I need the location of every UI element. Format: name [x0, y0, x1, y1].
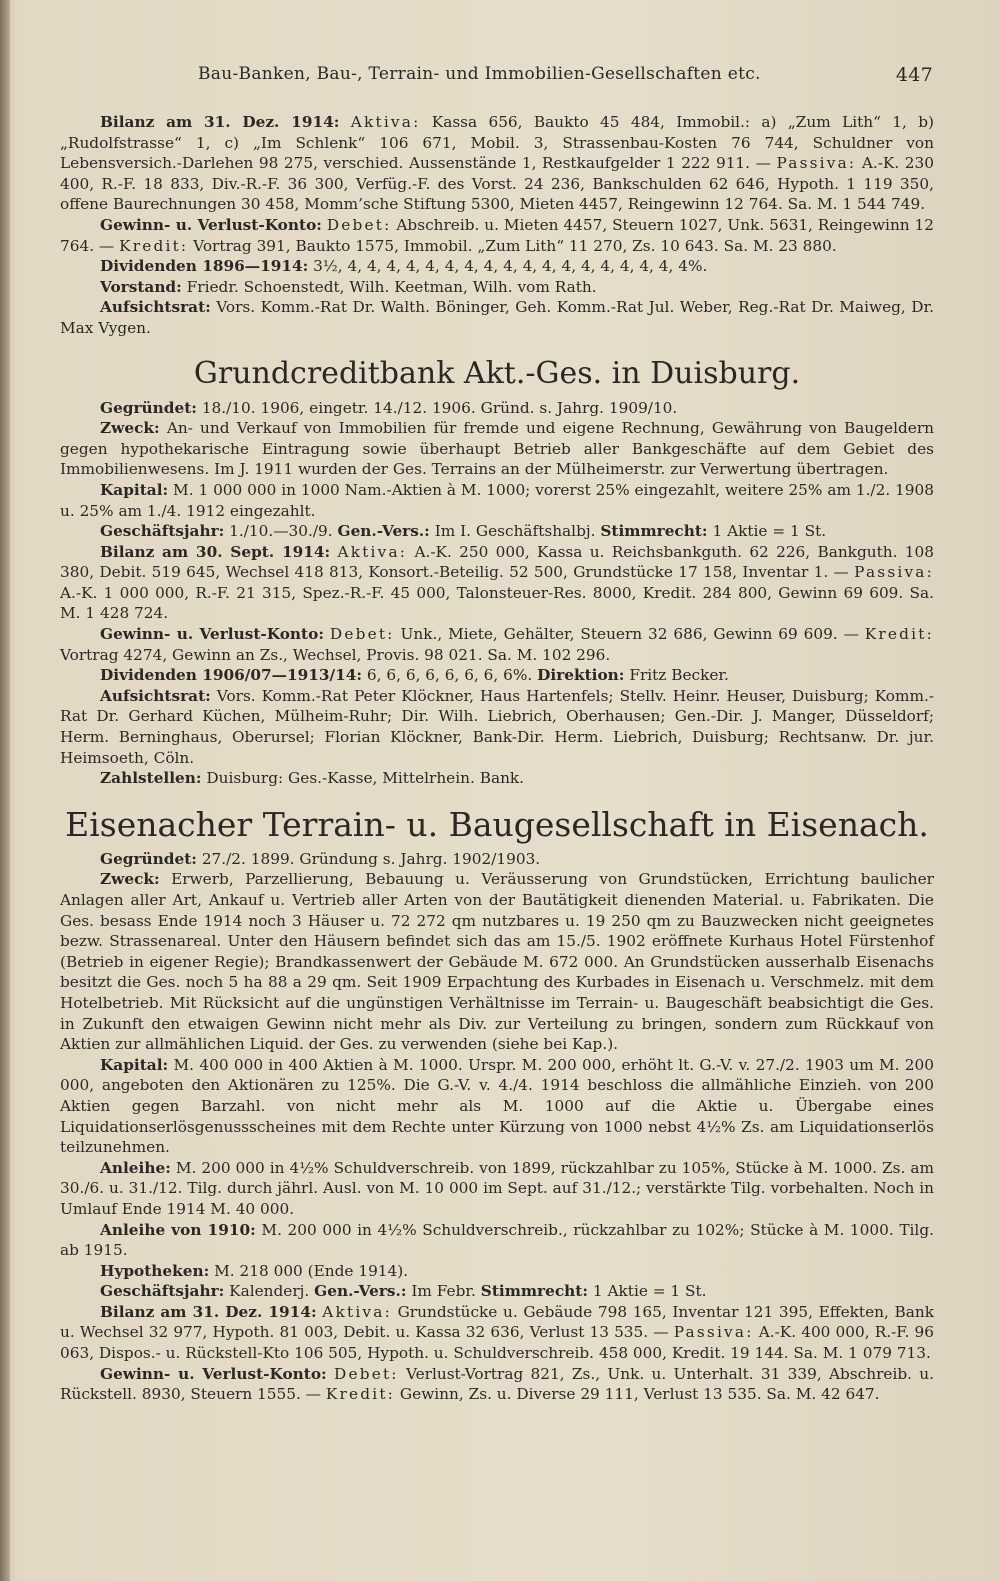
s2-kapital: Kapital: M. 1 000 000 in 1000 Nam.-Aktien à M. 1000; vorerst 25% eingezahlt, weitere 25% am 1./2. 1908 u. 25% am 1./4. 1912 eingezahlt.	[60, 480, 934, 520]
s2-gegruendet: Gegründet: 18./10. 1906, eingetr. 14./12. 1906. Gründ. s. Jahrg. 1909/10.	[100, 398, 678, 417]
s2-zahlstellen: Zahlstellen: Duisburg: Ges.-Kasse, Mittelrhein. Bank.	[100, 769, 525, 788]
s3-zweck: Zweck: Erwerb, Parzellierung, Bebauung u. Veräusserung von Grundstücken, Errichtung baulicher Anlagen aller Art, Ankauf u. Vertrieb aller Arten von der Bautätigkeit dienenden Material. u. Fabrikaten. Die Ges. besass Ende 1914 noch 3 Häuser u. 72 272 qm nutzbares u. 19 250 qm zu Bauzwecken nicht geeignetes bezw. Strassenareal. Unter den Häusern befindet sich das am 15./5. 1902 eröffnete Kurhaus Hotel Fürstenhof (Betrieb in eigener Regie); Brandkassenwert der Gebäude M. 672 000. An Grundstücken ausserhalb Eisenachs besitzt die Ges. noch 5 ha 88 a 29 qm. Seit 1909 Erpachtung des Kurbades in Eisenach u. Verschmelz. mit dem Hotelbetrieb. Mit Rücksicht auf die ungünstigen Verhältnisse im Terrain- u. Baugeschäft beabsichtigt die Ges. in Zukunft den etwaigen Gewinn nicht mehr als Div. zur Verteilung zu bringen, sondern zum Rückkauf von Aktien zur allmählichen Liquid. der Ges. zu verwenden (siehe bei Kap.).	[60, 870, 934, 1054]
s2-guv: Gewinn- u. Verlust-Konto: Debet: Unk., Miete, Gehälter, Steuern 32 686, Gewinn 69 609. — Kredit: Vortrag 4274, Gewinn an Zs., Wechsel, Provis. 98 021. Sa. M. 102 296.	[60, 625, 934, 664]
s3-kapital: Kapital: M. 400 000 in 400 Aktien à M. 1000. Urspr. M. 200 000, erhöht lt. G.-V. v. 27./2. 1903 um M. 200 000, angeboten den Aktionären zu 125%. Die G.-V. v. 4./4. 1914 beschloss die allmähliche Einzieh. von 200 Aktien gegen Barzahl. von nicht mehr als M. 1000 auf die Aktie u. Übergabe eines Liquidationserlösgenussscheines mit dem Rechte unter Kürzung von 1000 nebst 4½% Zs. am Liquidationserlös teilzunehmen.	[60, 1055, 935, 1157]
s2-bilanz: Bilanz am 30. Sept. 1914: Aktiva: A.-K. 250 000, Kassa u. Reichsbankguth. 62 226, Bankguth. 108 380, Debit. 519 645, Wechsel 418 813, Konsort.-Beteilig. 52 500, Grundstücke 17 158, Inventar 1. — Passiva: A.-K. 1 000 000, R.-F. 21 315, Spez.-R.-F. 45 000, Talonsteuer-Res. 8000, Kredit. 284 800, Gewinn 69 609. Sa. M. 1 428 724.	[60, 542, 934, 623]
page-content	[60, 112, 934, 1405]
s3-geschaeftsjahr: Geschäftsjahr: Kalenderj. Gen.-Vers.: Im Febr. Stimmrecht: 1 Aktie = 1 St.	[100, 1282, 707, 1301]
s2-zweck: Zweck: An- und Verkauf von Immobilien für fremde und eigene Rechnung, Gewährung von Baugeldern gegen hypothekarische Eintragung sowie überhaupt Betrieb aller Bankgeschäfte auf dem Gebiet des Immobilienwesens. Im J. 1911 wurden der Ges. Terrains an der Mülheimerstr. zur Verwertung übertragen.	[60, 419, 934, 479]
s1-bilanz: Bilanz am 31. Dez. 1914: Aktiva: Kassa 656, Baukto 45 484, Immobil.: a) „Zum Lith“ 1, b) „Rudolfstrasse“ 1, c) „Im Schlenk“ 106 671, Mobil. 3, Strassenbau-Kosten 76 744, Schuldner von Lebensversich.-Darlehen 98 275, verschied. Aussenstände 1, Restkaufgelder 1 222 911. — Passiva: A.-K. 230 400, R.-F. 18 833, Div.-R.-F. 36 300, Verfüg.-F. des Vorst. 24 236, Bankschulden 62 646, Hypoth. 1 119 350, offene Baurechnungen 30 458, Momm’sche Stiftung 5300, Mieten 4457, Reingewinn 12 764. Sa. M. 1 544 749.	[60, 113, 934, 214]
s2-company-title: Grundcreditbank Akt.-Ges. in Duisburg.	[193, 355, 801, 391]
s3-anleihe: Anleihe: M. 200 000 in 4½% Schuldverschreib. von 1899, rückzahlbar zu 105%, Stücke à M. 1000. Zs. am 30./6. u. 31./12. Tilg. durch jährl. Ausl. von M. 10 000 im Sept. auf 31./12.; verstärkte Tilg. vorbehalten. Noch in Umlauf Ende 1914 M. 40 000.	[60, 1158, 934, 1218]
s1-guv: Gewinn- u. Verlust-Konto: Debet: Abschreib. u. Mieten 4457, Steuern 1027, Unk. 5631, Reingewinn 12 764. — Kredit: Vortrag 391, Baukto 1575, Immobil. „Zum Lith“ 11 270, Zs. 10 643. Sa. M. 23 880.	[60, 215, 934, 255]
s1-dividenden: Dividenden 1896—1914: 3½, 4, 4, 4, 4, 4, 4, 4, 4, 4, 4, 4, 4, 4, 4, 4, 4, 4, 4%.	[100, 257, 708, 276]
page-number: 447	[895, 64, 933, 86]
s1-vorstand: Vorstand: Friedr. Schoenstedt, Wilh. Keetman, Wilh. vom Rath.	[100, 277, 597, 296]
s3-gegruendet: Gegründet: 27./2. 1899. Gründung s. Jahrg. 1902/1903.	[100, 849, 541, 868]
s3-bilanz: Bilanz am 31. Dez. 1914: Aktiva: Grundstücke u. Gebäude 798 165, Inventar 121 395, Effekten, Bank u. Wechsel 32 977, Hypoth. 81 003, Debit. u. Kassa 32 636, Verlust 13 535. — Passiva: A.-K. 400 000, R.-F. 96 063, Dispos.- u. Rückstell-Kto 106 505, Hypoth. u. Schuldverschreib. 458 000, Kredit. 19 144. Sa. M. 1 079 713.	[60, 1302, 934, 1363]
s2-aufsichtsrat: Aufsichtsrat: Vors. Komm.-Rat Peter Klöckner, Haus Hartenfels; Stellv. Heinr. Heuser, Duisburg; Komm.-Rat Dr. Gerhard Küchen, Mülheim-Ruhr; Dir. Wilh. Liebrich, Oberhausen; Gen.-Dir. J. Manger, Düsseldorf; Herm. Berninghaus, Oberursel; Florian Klöckner, Bank-Dir. Herm. Liebrich, Duisburg; Rechtsanw. Dr. jur. Heimsoeth, Cöln.	[60, 686, 934, 767]
page-binding-edge	[0, 0, 10, 1581]
header-title: Bau-Banken, Bau-, Terrain- und Immobilien-Gesellschaften etc.	[198, 64, 761, 84]
running-header	[198, 64, 933, 84]
s2-dividenden: Dividenden 1906/07—1913/14: 6, 6, 6, 6, 6, 6, 6, 6%. Direktion: Fritz Becker.	[100, 666, 729, 685]
s1-aufsichtsrat: Aufsichtsrat: Vors. Komm.-Rat Dr. Walth. Böninger, Geh. Komm.-Rat Jul. Weber, Reg.-Rat Dr. Maiweg, Dr. Max Vygen.	[60, 298, 934, 337]
s3-anleihe-1910: Anleihe von 1910: M. 200 000 in 4½% Schuldverschreib., rückzahlbar zu 102%; Stücke à M. 1000. Tilg. ab 1915.	[60, 1220, 934, 1260]
s3-guv: Gewinn- u. Verlust-Konto: Debet: Verlust-Vortrag 821, Zs., Unk. u. Unterhalt. 31 339, Abschreib. u. Rückstell. 8930, Steuern 1555. — Kredit: Gewinn, Zs. u. Diverse 29 111, Verlust 13 535. Sa. M. 42 647.	[60, 1364, 934, 1404]
s2-geschaeftsjahr: Geschäftsjahr: 1./10.—30./9. Gen.-Vers.: Im I. Geschäftshalbj. Stimmrecht: 1 Aktie = 1 St.	[100, 522, 827, 541]
s3-company-title: Eisenacher Terrain- u. Baugesellschaft in Eisenach.	[65, 804, 929, 844]
s3-hypotheken: Hypotheken: M. 218 000 (Ende 1914).	[100, 1261, 409, 1280]
